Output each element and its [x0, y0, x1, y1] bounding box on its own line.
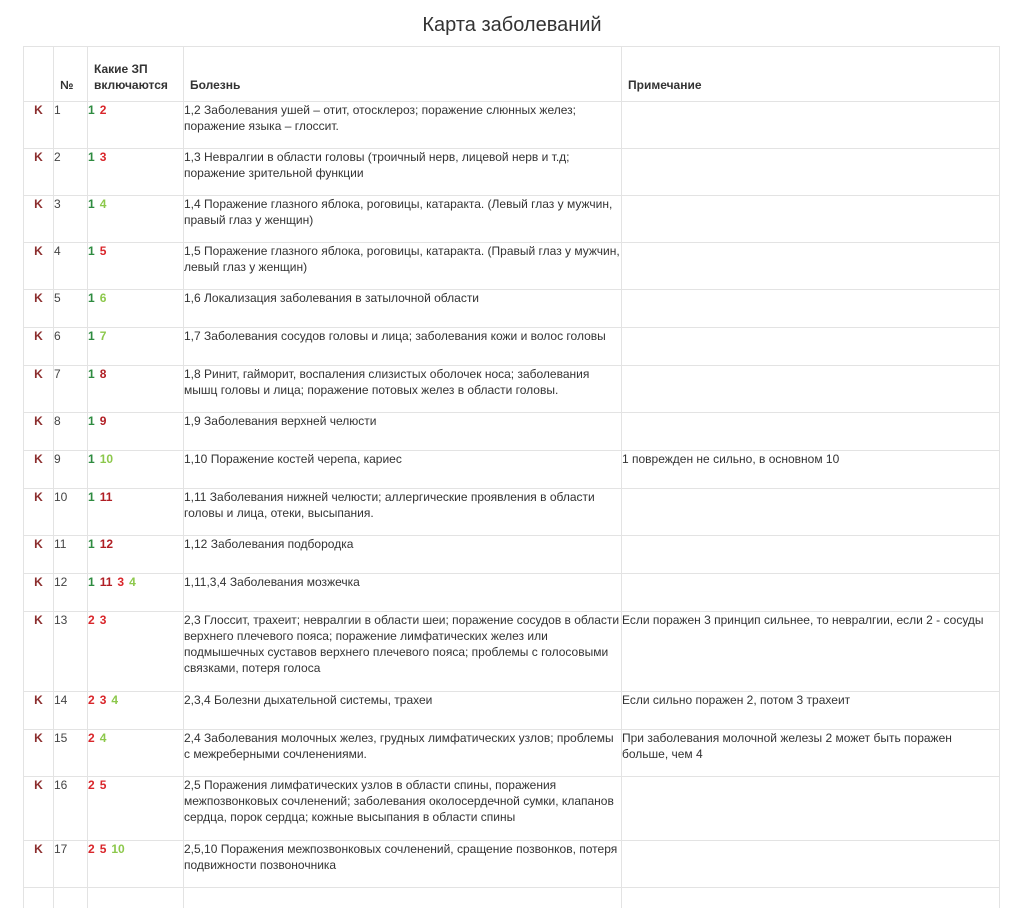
zp-number: 2	[88, 778, 95, 792]
row-zp-list	[88, 574, 184, 612]
table-row	[24, 489, 1000, 536]
row-disease: 2,3,4 Болезни дыхательной системы, трахеи	[184, 692, 622, 730]
row-number: 15	[54, 730, 88, 777]
zp-number: 9	[99, 414, 107, 428]
disease-table	[23, 46, 1000, 908]
header-note: Примечание	[622, 47, 1000, 102]
row-number: 13	[54, 612, 88, 692]
table-row	[24, 536, 1000, 574]
page-title: Карта заболеваний	[422, 14, 602, 36]
table-header-row	[24, 47, 1000, 102]
row-note	[622, 290, 1000, 328]
row-number: 10	[54, 489, 88, 536]
row-zp-list	[88, 777, 184, 841]
zp-number: 4	[111, 693, 119, 707]
row-number: 12	[54, 574, 88, 612]
table-row	[24, 888, 1000, 908]
row-number: 7	[54, 366, 88, 413]
row-mark-k: K	[24, 290, 54, 328]
table-row	[24, 328, 1000, 366]
table-row	[24, 196, 1000, 243]
zp-number: 3	[99, 150, 107, 164]
row-note	[622, 243, 1000, 290]
row-mark-k: K	[24, 328, 54, 366]
table-row	[24, 243, 1000, 290]
row-zp-list	[88, 536, 184, 574]
row-mark-k: K	[24, 102, 54, 149]
row-disease: 1,3 Невралгии в области головы (троичный нерв, лицевой нерв и т.д; поражение зрительной функции	[184, 149, 622, 196]
row-number: 6	[54, 328, 88, 366]
zp-number: 11	[99, 575, 113, 589]
row-zp-list	[88, 102, 184, 149]
row-number: 8	[54, 413, 88, 451]
row-mark-k: K	[24, 196, 54, 243]
zp-number: 3	[99, 693, 107, 707]
row-note	[622, 777, 1000, 841]
row-disease: 2,5 Поражения лимфатических узлов в области спины, поражения межпозвонковых сочленений; заболевания околосердечной сумки, клапанов сердца, порок сердца; кожные высыпания в области спины	[184, 777, 622, 841]
zp-number: 7	[99, 329, 107, 343]
zp-number: 4	[99, 197, 107, 211]
row-note: Если сильно поражен 2, потом 3 трахеит	[622, 692, 1000, 730]
row-cell-empty	[54, 888, 88, 908]
zp-number: 1	[88, 452, 95, 466]
row-zp-list	[88, 451, 184, 489]
row-disease: 1,6 Локализация заболевания в затылочной области	[184, 290, 622, 328]
row-zp-list	[88, 489, 184, 536]
zp-number: 1	[88, 244, 95, 258]
row-note	[622, 413, 1000, 451]
row-note	[622, 328, 1000, 366]
row-number: 14	[54, 692, 88, 730]
row-note: При заболевания молочной железы 2 может быть поражен больше, чем 4	[622, 730, 1000, 777]
zp-number: 4	[99, 731, 107, 745]
row-number: 16	[54, 777, 88, 841]
zp-number: 3	[117, 575, 125, 589]
row-note	[622, 102, 1000, 149]
table-row	[24, 413, 1000, 451]
zp-number: 10	[99, 452, 114, 466]
row-disease: 2,3 Глоссит, трахеит; невралгии в области шеи; поражение сосудов в области верхнего плечевого пояса; поражение лимфатических желез или подмышечных суставов верхнего плечевого пояса; проблемы с голосовыми связками, потеря голоса	[184, 612, 622, 692]
row-number: 2	[54, 149, 88, 196]
zp-number: 10	[111, 842, 125, 856]
header-mark	[24, 47, 54, 102]
zp-number: 1	[88, 150, 95, 164]
row-note: Если поражен 3 принцип сильнее, то невралгии, если 2 - сосуды	[622, 612, 1000, 692]
row-cell-empty	[184, 888, 622, 908]
row-number: 5	[54, 290, 88, 328]
row-mark-k: K	[24, 574, 54, 612]
zp-number: 2	[99, 103, 107, 117]
row-disease: 1,10 Поражение костей черепа, кариес	[184, 451, 622, 489]
zp-number: 12	[99, 537, 114, 551]
row-disease: 1,11,3,4 Заболевания мозжечка	[184, 574, 622, 612]
row-zp-list	[88, 692, 184, 730]
zp-number: 2	[88, 693, 95, 707]
table-row	[24, 692, 1000, 730]
row-mark-k: K	[24, 777, 54, 841]
row-number: 1	[54, 102, 88, 149]
zp-number: 1	[88, 490, 95, 504]
row-note	[622, 366, 1000, 413]
row-note	[622, 196, 1000, 243]
row-cell-empty	[622, 888, 1000, 908]
zp-number: 1	[88, 537, 95, 551]
zp-number: 1	[88, 367, 95, 381]
table-row	[24, 841, 1000, 888]
row-mark-k: K	[24, 692, 54, 730]
table-body	[24, 102, 1000, 908]
row-disease: 1,11 Заболевания нижней челюсти; аллергические проявления в области головы и лица, отеки, высыпания.	[184, 489, 622, 536]
zp-number: 2	[88, 842, 95, 856]
zp-number: 1	[88, 103, 95, 117]
zp-number: 1	[88, 329, 95, 343]
zp-number: 11	[99, 490, 113, 504]
row-mark-k: K	[24, 841, 54, 888]
zp-number: 5	[99, 778, 107, 792]
row-number: 3	[54, 196, 88, 243]
row-cell-empty	[24, 888, 54, 908]
table-row	[24, 149, 1000, 196]
table-row	[24, 366, 1000, 413]
row-zp-list	[88, 328, 184, 366]
zp-number: 8	[99, 367, 107, 381]
row-zp-list	[88, 149, 184, 196]
row-disease: 1,7 Заболевания сосудов головы и лица; заболевания кожи и волос головы	[184, 328, 622, 366]
header-zp: Какие ЗП включаются	[88, 47, 184, 102]
table-row	[24, 612, 1000, 692]
row-note	[622, 536, 1000, 574]
row-cell-empty	[88, 888, 184, 908]
zp-number: 3	[99, 613, 107, 627]
row-note	[622, 489, 1000, 536]
row-zp-list	[88, 841, 184, 888]
table-row	[24, 451, 1000, 489]
table-row	[24, 730, 1000, 777]
row-zp-list	[88, 196, 184, 243]
row-mark-k: K	[24, 149, 54, 196]
row-note	[622, 149, 1000, 196]
row-mark-k: K	[24, 366, 54, 413]
zp-number: 6	[99, 291, 107, 305]
row-disease: 1,12 Заболевания подбородка	[184, 536, 622, 574]
row-zp-list	[88, 366, 184, 413]
row-mark-k: K	[24, 536, 54, 574]
row-number: 9	[54, 451, 88, 489]
row-mark-k: K	[24, 243, 54, 290]
header-num: №	[54, 47, 88, 102]
table-row	[24, 290, 1000, 328]
zp-number: 5	[99, 842, 107, 856]
row-zp-list	[88, 243, 184, 290]
zp-number: 1	[88, 197, 95, 211]
row-mark-k: K	[24, 413, 54, 451]
table-row	[24, 777, 1000, 841]
zp-number: 5	[99, 244, 107, 258]
row-note: 1 поврежден не сильно, в основном 10	[622, 451, 1000, 489]
row-number: 11	[54, 536, 88, 574]
row-mark-k: K	[24, 451, 54, 489]
row-disease: 1,5 Поражение глазного яблока, роговицы, катаракта. (Правый глаз у мужчин, левый глаз у женщин)	[184, 243, 622, 290]
zp-number: 1	[88, 291, 95, 305]
zp-number: 1	[88, 575, 95, 589]
row-disease: 1,9 Заболевания верхней челюсти	[184, 413, 622, 451]
zp-number: 4	[129, 575, 136, 589]
table-row	[24, 102, 1000, 149]
row-note	[622, 841, 1000, 888]
row-note	[622, 574, 1000, 612]
row-disease: 2,4 Заболевания молочных желез, грудных лимфатических узлов; проблемы с межреберными сочленениями.	[184, 730, 622, 777]
row-mark-k: K	[24, 612, 54, 692]
zp-number: 2	[88, 731, 95, 745]
row-mark-k: K	[24, 730, 54, 777]
zp-number: 2	[88, 613, 95, 627]
row-number: 4	[54, 243, 88, 290]
row-mark-k: K	[24, 489, 54, 536]
row-zp-list	[88, 290, 184, 328]
table-row	[24, 574, 1000, 612]
header-disease: Болезнь	[184, 47, 622, 102]
row-zp-list	[88, 413, 184, 451]
row-number: 17	[54, 841, 88, 888]
row-disease: 1,8 Ринит, гайморит, воспаления слизистых оболочек носа; заболевания мышц головы и лица; поражение потовых желез в области головы.	[184, 366, 622, 413]
zp-number: 1	[88, 414, 95, 428]
row-zp-list	[88, 612, 184, 692]
row-disease: 2,5,10 Поражения межпозвонковых сочленений, сращение позвонков, потеря подвижности позвоночника	[184, 841, 622, 888]
row-disease: 1,4 Поражение глазного яблока, роговицы, катаракта. (Левый глаз у мужчин, правый глаз у женщин)	[184, 196, 622, 243]
row-zp-list	[88, 730, 184, 777]
row-disease: 1,2 Заболевания ушей – отит, отосклероз; поражение слюнных желез; поражение языка – глоссит.	[184, 102, 622, 149]
